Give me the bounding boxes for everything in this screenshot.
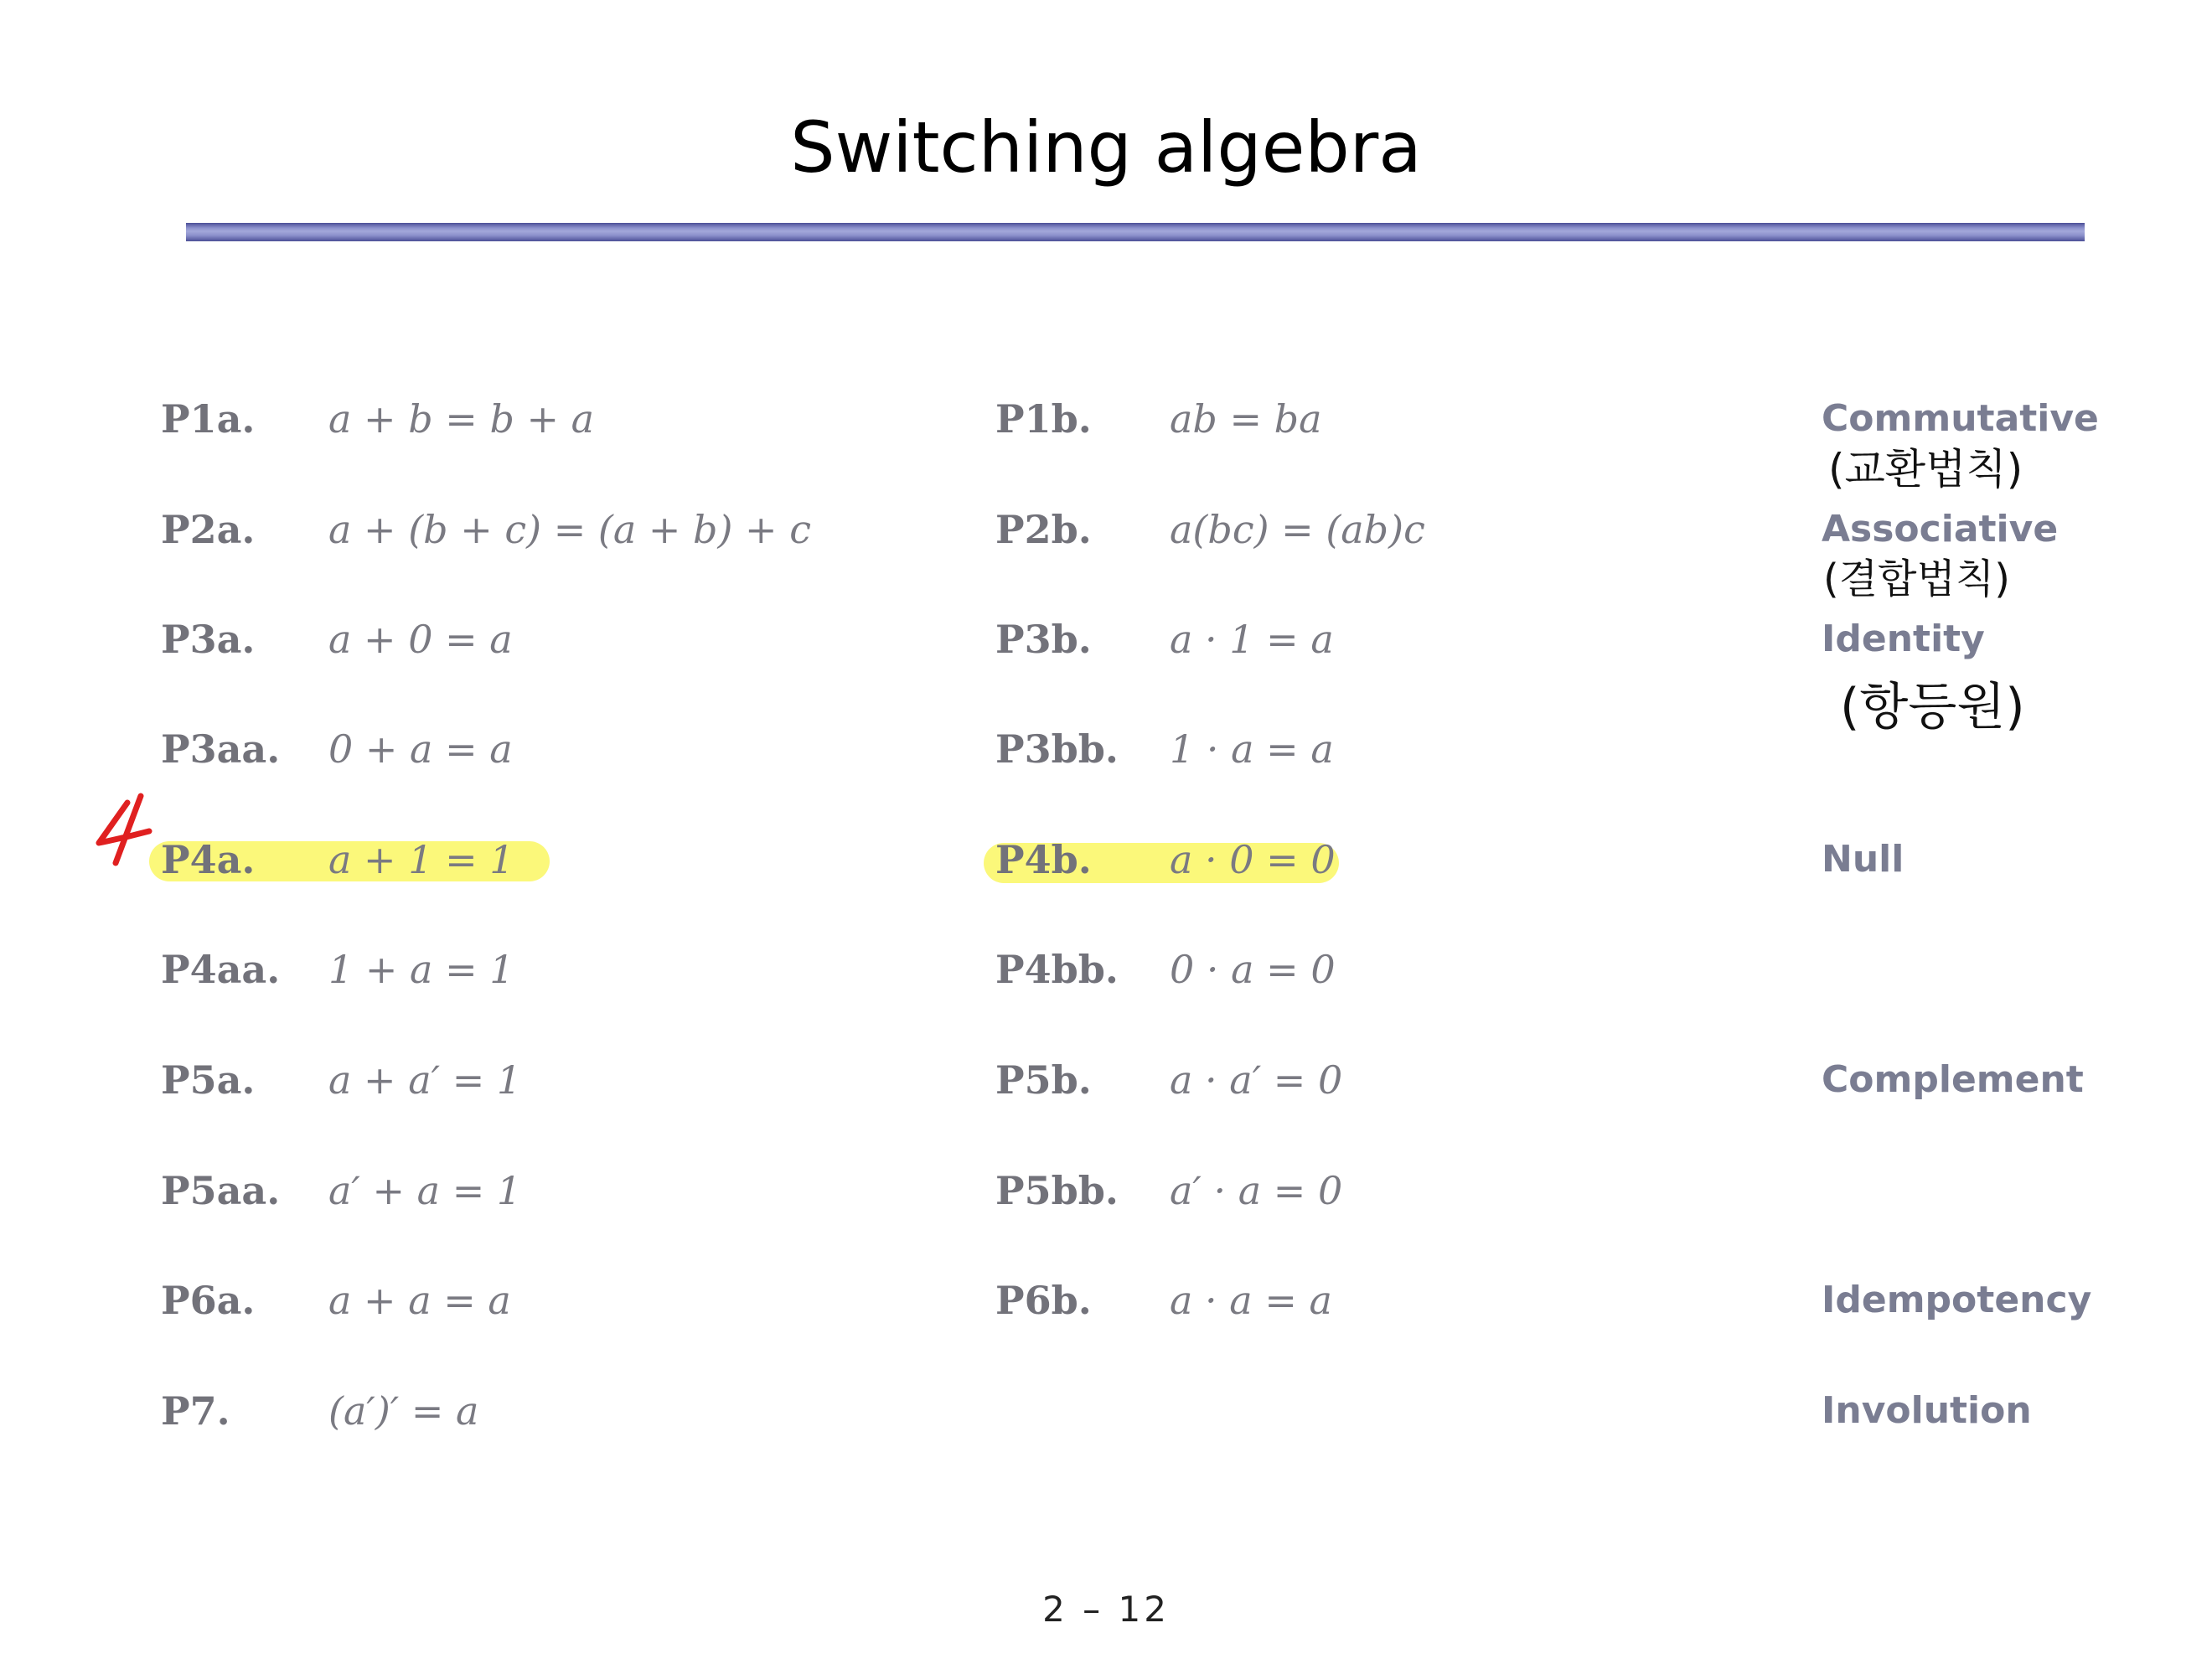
left-label: P2a. [161, 507, 256, 552]
right-label: P3bb. [995, 726, 1119, 772]
right-label: P5bb. [995, 1168, 1119, 1213]
right-expression: a · 1 = a [1170, 617, 1334, 662]
postulate-row [149, 724, 2110, 799]
left-label: P5a. [161, 1057, 256, 1103]
right-expression: a′ · a = 0 [1170, 1168, 1343, 1213]
left-expression: a + 0 = a [328, 617, 513, 662]
postulate-row [149, 1386, 2110, 1461]
postulate-row [149, 1275, 2110, 1351]
postulate-row [149, 504, 2110, 580]
law-name: Null [1822, 838, 1904, 881]
left-expression: 0 + a = a [328, 726, 513, 772]
left-expression: a + 1 = 1 [328, 837, 514, 882]
postulate-row [149, 1165, 2110, 1241]
left-expression: a + (b + c) = (a + b) + c [328, 507, 811, 552]
right-expression: a · a′ = 0 [1170, 1057, 1343, 1103]
postulate-row [149, 944, 2110, 1020]
right-label: P2b. [995, 507, 1092, 552]
postulate-table [149, 360, 2110, 1458]
right-expression: ab = ba [1170, 396, 1322, 442]
right-expression: 1 · a = a [1170, 726, 1334, 772]
right-label: P1b. [995, 396, 1092, 442]
red-star-icon [90, 791, 154, 875]
left-label: P1a. [161, 396, 256, 442]
handwritten-note-commutative: (교환법칙) [1828, 445, 2023, 494]
right-expression: a(bc) = (ab)c [1170, 507, 1425, 552]
postulate-row [149, 835, 2110, 910]
law-name: Complement [1822, 1058, 2084, 1101]
law-name: Associative [1822, 508, 2059, 550]
handwritten-note-identity: (항등원) [1840, 678, 2025, 736]
title-divider [186, 223, 2085, 241]
postulate-row [149, 394, 2110, 469]
handwritten-note-associative: (결합법칙) [1823, 556, 2010, 602]
left-expression: a + b = b + a [328, 396, 595, 442]
left-expression: (a′)′ = a [328, 1388, 479, 1434]
law-name: Commutative [1822, 397, 2099, 440]
right-label: P3b. [995, 617, 1092, 662]
page-number: 2 – 12 [1042, 1589, 1170, 1630]
left-label: P5aa. [161, 1168, 281, 1213]
left-label: P3a. [161, 617, 256, 662]
left-label: P7. [161, 1388, 230, 1434]
law-name: Identity [1822, 618, 1985, 660]
postulate-row [149, 614, 2110, 690]
left-expression: a + a′ = 1 [328, 1057, 522, 1103]
left-label: P4a. [161, 837, 256, 882]
right-label: P5b. [995, 1057, 1092, 1103]
left-expression: a + a = a [328, 1278, 511, 1323]
law-name: Idempotency [1822, 1279, 2092, 1321]
postulate-row [149, 1055, 2110, 1130]
right-label: P6b. [995, 1278, 1092, 1323]
right-expression: a · a = a [1170, 1278, 1332, 1323]
right-label: P4bb. [995, 947, 1119, 992]
left-expression: 1 + a = 1 [328, 947, 514, 992]
right-expression: a · 0 = 0 [1170, 837, 1336, 882]
right-expression: 0 · a = 0 [1170, 947, 1336, 992]
left-label: P4aa. [161, 947, 281, 992]
right-label: P4b. [995, 837, 1092, 882]
left-label: P6a. [161, 1278, 256, 1323]
slide-title: Switching algebra [790, 106, 1422, 189]
left-expression: a′ + a = 1 [328, 1168, 522, 1213]
left-label: P3aa. [161, 726, 281, 772]
law-name: Involution [1822, 1389, 2032, 1432]
